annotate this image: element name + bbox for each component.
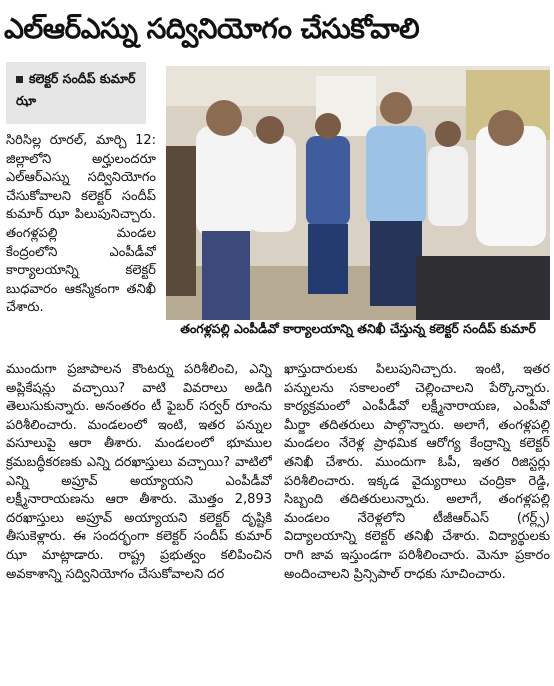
bullet-square-icon [16,76,23,83]
subhead-text: కలెక్టర్ సందీప్ కుమార్ ఝా [16,71,136,108]
lead-column [6,132,156,354]
body-paragraph-left: ముందుగా ప్రజాపాలన కౌంటర్ను పరిశీలించి, ఎన్ని అప్లికేషన్లు వచ్చాయి? వాటి వివరాలు అడిగి తెలుసుకున్నారు. అనంతరం టీ ఫైబర్ సర్వర్ రూంను పరిశీలించారు. మండలంలో ఇంటి, ఇతర పన్నుల వసూలుపై ఆరా తీశారు. మండలంలో భూముల క్రమబద్ధీకరణకు ఎన్ని దరఖాస్తులు వచ్చాయి? వాటిలో ఎన్ని అప్రూవ్ అయ్యాయని ఎంపీడీవో లక్ష్మీనారాయణను ఆరా తీశారు. మొత్తం 2,893 దరఖాస్తులు అప్రూవ్ అయ్యాయని కలెక్టర్ దృష్టికి తీసుకెళ్లారు. ఈ సందర్భంగా కలెక్టర్ సందీప్ కుమార్ ఝా మాట్లాడారు. రాష్ట్ర ప్రభుత్వం కలిపించిన అవకాశాన్ని సద్వినియోగం చేసుకోవాలని దర [6,362,272,582]
photo-caption: తంగళ్లపల్లి ఎంపీడీవో కార్యాలయాన్ని తనిఖీ చేస్తున్న కలెక్టర్ సందీప్ కుమార్ [180,321,536,336]
body-column-right [284,361,550,685]
headline: ఎల్ఆర్ఎస్ను సద్వినియోగం చేసుకోవాలి [4,12,420,45]
news-photo [166,66,550,320]
body-paragraph-right: ఖాస్తుదారులకు పిలుపునిచ్చారు. ఇంటి, ఇతర పన్నులను సకాలంలో చెల్లించాలని పేర్కొన్నారు. కార్యక్రమంలో ఎంపీడీవో లక్ష్మీనారాయణ, ఎంపీవో మీర్జా తదితరులు పాల్గొన్నారు. అలాగే, తంగళ్లపల్లి మండలం నేరెళ్ల ప్రాథమిక ఆరోగ్య కేంద్రాన్ని కలెక్టర్ తనిఖీ చేశారు. ముందుగా ఓపీ, ఇతర రిజిస్టర్లు పరిశీలించారు. ఇక్కడ వైద్యురాలు చంద్రికా రెడ్డి, సిబ్బంది తదితరులున్నారు. అలాగే, తంగళ్లపల్లి మండలం నేరెళ్లలోని టీజీఆర్ఎస్ (గర్ల్స్) విద్యాలయాన్ని కలెక్టర్ తనిఖీ చేశారు. విద్యార్థులకు రాగి జావ ఇస్తుండగా పరిశీలించారు. మెనూ ప్రకారం అందించాలని ప్రిన్సిపాల్ రాధకు సూచించారు. [284,362,550,582]
office-inspection-photo [166,66,550,320]
subhead-box [6,62,146,124]
body-column-left [6,361,272,685]
lead-paragraph: సిరిసిల్ల రూరల్, మార్చి 12: జిల్లాలోని అర్హులందరూ ఎల్ఆర్ఎస్ను సద్వినియోగం చేసుకోవాలని కలెక్టర్ సందీప్ కుమార్ ఝా పిలుపునిచ్చారు. తంగళ్లపల్లి మండల కేంద్రంలోని ఎంపీడీవో కార్యాలయాన్ని కలెక్టర్ బుధవారం ఆకస్మికంగా తనిఖీ చేశారు. [6,133,156,316]
